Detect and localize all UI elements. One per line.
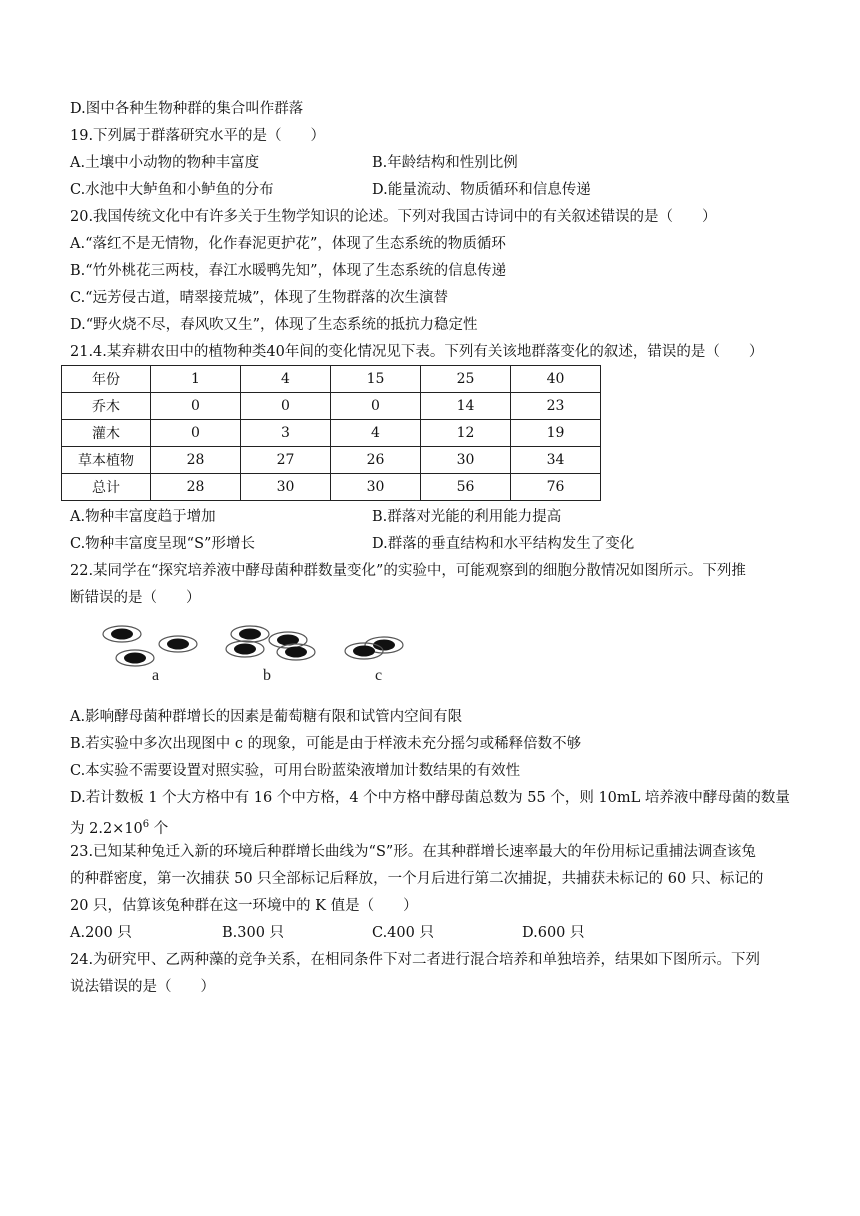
table-cell: 40 bbox=[511, 366, 601, 393]
yeast-cell bbox=[285, 647, 307, 658]
table-cell: 30 bbox=[241, 474, 331, 501]
table-cell: 灌木 bbox=[62, 420, 151, 447]
q20-option-c: C.“远芳侵古道，晴翠接荒城”，体现了生物群落的次生演替 bbox=[70, 290, 449, 306]
yeast-cell bbox=[167, 639, 189, 650]
table-cell: 23 bbox=[511, 393, 601, 420]
table-cell: 28 bbox=[151, 474, 241, 501]
table-cell: 15 bbox=[331, 366, 421, 393]
table-cell: 30 bbox=[331, 474, 421, 501]
yeast-cell bbox=[111, 629, 133, 640]
q21-option-a: A.物种丰富度趋于增加 bbox=[70, 509, 216, 525]
q20-option-b: B.“竹外桃花三两枝，春江水暖鸭先知”，体现了生态系统的信息传递 bbox=[70, 263, 507, 279]
q19-option-c: C.水池中大鲈鱼和小鲈鱼的分布 bbox=[70, 182, 274, 198]
q19-stem: 19.下列属于群落研究水平的是（ ） bbox=[70, 128, 326, 144]
q21-option-c: C.物种丰富度呈现“S”形增长 bbox=[70, 536, 255, 552]
yeast-cell bbox=[124, 653, 146, 664]
q21-option-b: B.群落对光能的利用能力提高 bbox=[372, 509, 562, 525]
yeast-cell-figure bbox=[95, 620, 425, 686]
q20-stem: 20.我国传统文化中有许多关于生物学知识的论述。下列对我国古诗词中的有关叙述错误的是（ ） bbox=[70, 209, 717, 225]
q21-stem: 21.4.某弃耕农田中的植物种类40年间的变化情况见下表。下列有关该地群落变化的叙述，错误的是（ ） bbox=[70, 344, 764, 360]
table-cell: 0 bbox=[151, 393, 241, 420]
table-cell: 4 bbox=[241, 366, 331, 393]
table-cell: 14 bbox=[421, 393, 511, 420]
table-cell: 草本植物 bbox=[62, 447, 151, 474]
q22-stem-line1: 22.某同学在“探究培养液中酵母菌种群数量变化”的实验中，可能观察到的细胞分散情况如图所示。下列推 bbox=[70, 563, 746, 579]
table-cell: 12 bbox=[421, 420, 511, 447]
yeast-group-a bbox=[103, 626, 197, 684]
table-cell: 76 bbox=[511, 474, 601, 501]
figure-label-b: b bbox=[263, 667, 271, 684]
q18-option-d: D.图中各种生物种群的集合叫作群落 bbox=[70, 101, 304, 117]
table-cell: 26 bbox=[331, 447, 421, 474]
table-cell: 4 bbox=[331, 420, 421, 447]
q20-option-d: D.“野火烧不尽，春风吹又生”，体现了生态系统的抵抗力稳定性 bbox=[70, 317, 478, 333]
vegetation-table bbox=[61, 365, 601, 501]
q20-option-a: A.“落红不是无情物，化作春泥更护花”，体现了生态系统的物质循环 bbox=[70, 236, 506, 252]
q19-option-b: B.年龄结构和性别比例 bbox=[372, 155, 518, 171]
table-cell: 0 bbox=[241, 393, 331, 420]
table-cell: 27 bbox=[241, 447, 331, 474]
yeast-cell bbox=[234, 644, 256, 655]
q24-line1: 24.为研究甲、乙两种藻的竞争关系，在相同条件下对二者进行混合培养和单独培养，结果如下图所示。下列 bbox=[70, 952, 761, 968]
q23-option-b: B.300 只 bbox=[222, 925, 285, 941]
table-cell: 1 bbox=[151, 366, 241, 393]
table-cell: 乔木 bbox=[62, 393, 151, 420]
q22-option-d-value: 为 2.2×10 bbox=[70, 820, 143, 837]
q23-option-a: A.200 只 bbox=[70, 925, 132, 941]
yeast-group-c bbox=[345, 637, 403, 684]
q22-option-a: A.影响酵母菌种群增长的因素是葡萄糖有限和试管内空间有限 bbox=[70, 709, 463, 725]
table-row bbox=[62, 393, 601, 420]
figure-label-c: c bbox=[375, 667, 383, 684]
table-cell: 28 bbox=[151, 447, 241, 474]
table-cell: 30 bbox=[421, 447, 511, 474]
table-cell: 56 bbox=[421, 474, 511, 501]
q22-option-d-line1: D.若计数板 1 个大方格中有 16 个中方格，4 个中方格中酵母菌总数为 55 个，则 10mL 培养液中酵母菌的数量 bbox=[70, 790, 790, 806]
q23-line1: 23.已知某种兔迁入新的环境后种群增长曲线为“S”形。在其种群增长速率最大的年份用标记重捕法调查该兔 bbox=[70, 844, 756, 860]
q24-line2: 说法错误的是（ ） bbox=[70, 979, 215, 995]
table-cell: 年份 bbox=[62, 366, 151, 393]
table-cell: 0 bbox=[331, 393, 421, 420]
yeast-cell bbox=[353, 646, 375, 657]
q23-option-d: D.600 只 bbox=[522, 925, 585, 941]
yeast-group-b bbox=[226, 626, 315, 684]
table-cell: 25 bbox=[421, 366, 511, 393]
table-cell: 3 bbox=[241, 420, 331, 447]
figure-label-a: a bbox=[152, 667, 160, 684]
q21-option-d: D.群落的垂直结构和水平结构发生了变化 bbox=[372, 536, 635, 552]
table-cell: 0 bbox=[151, 420, 241, 447]
table-cell: 总计 bbox=[62, 474, 151, 501]
q22-option-c: C.本实验不需要设置对照实验，可用台盼蓝染液增加计数结果的有效性 bbox=[70, 763, 521, 779]
table-cell: 34 bbox=[511, 447, 601, 474]
table-row bbox=[62, 420, 601, 447]
table-row bbox=[62, 447, 601, 474]
q22-option-d-line2 bbox=[70, 815, 168, 839]
yeast-cell bbox=[239, 629, 261, 640]
q23-line2: 的种群密度，第一次捕获 50 只全部标记后释放，一个月后进行第二次捕捉，共捕获未标记的 60 只、标记的 bbox=[70, 871, 764, 887]
table-cell: 19 bbox=[511, 420, 601, 447]
q23-line3: 20 只，估算该兔种群在这一环境中的 K 值是（ ） bbox=[70, 898, 418, 914]
q22-option-d-unit: 个 bbox=[149, 820, 169, 837]
q22-option-d-exponent: 6 bbox=[142, 819, 150, 830]
table-row bbox=[62, 474, 601, 501]
q22-stem-line2: 断错误的是（ ） bbox=[70, 590, 201, 606]
q19-option-a: A.土壤中小动物的物种丰富度 bbox=[70, 155, 260, 171]
q19-option-d: D.能量流动、物质循环和信息传递 bbox=[372, 182, 591, 198]
q23-option-c: C.400 只 bbox=[372, 925, 434, 941]
table-header-row bbox=[62, 366, 601, 393]
q22-option-b: B.若实验中多次出现图中 c 的现象，可能是由于样液未充分摇匀或稀释倍数不够 bbox=[70, 736, 582, 752]
